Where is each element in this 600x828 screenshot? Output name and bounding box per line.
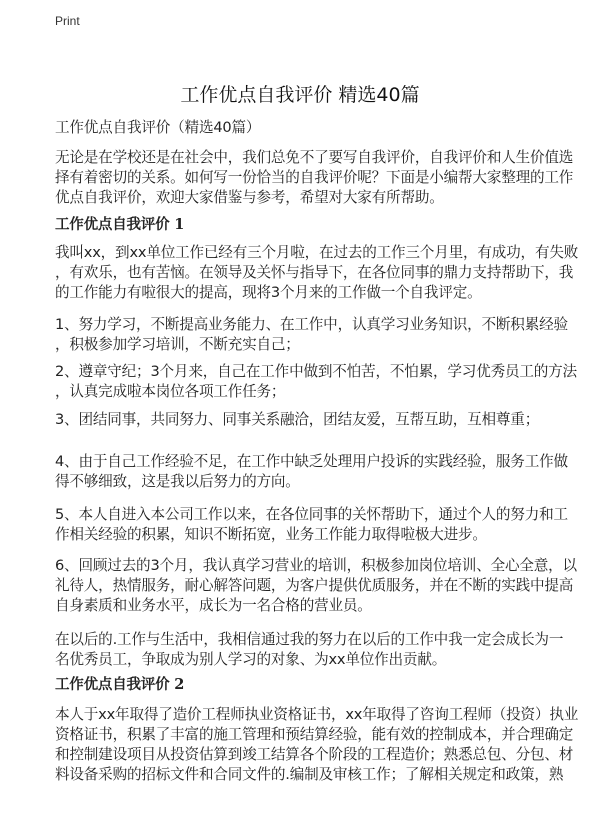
text-line: 4、由于自己工作经验不足，在工作中缺乏处理用户投诉的实践经验，服务工作做 xyxy=(55,453,568,470)
text-line: ，认真完成啦本岗位各项工作任务； xyxy=(55,383,286,400)
text-line: 名优秀员工，争取成为别人学习的对象、为xx单位作出贡献。 xyxy=(55,651,447,668)
paragraph xyxy=(55,705,579,785)
text-line: 2、遵章守纪；3个月来，自己在工作中做到不怕苦，不怕累，学习优秀员工的方法 xyxy=(55,363,577,380)
text-line: 资格证书，积累了丰富的施工管理和预结算经验，能有效的控制成本，并合理确定 xyxy=(55,726,574,743)
heading-text: 工作优点自我评价 1 xyxy=(55,216,185,233)
text-line: 本人于xx年取得了造价工程师执业资格证书，xx年取得了咨询工程师（投资）执业 xyxy=(55,706,579,723)
heading-text: 工作优点自我评价 2 xyxy=(55,676,185,693)
paragraph xyxy=(55,630,564,670)
page-title: 工作优点自我评价 精选40篇 xyxy=(180,84,420,106)
paragraph xyxy=(55,243,579,303)
paragraph xyxy=(55,556,577,616)
text-line: 和控制建设项目从投资估算到竣工结算各个阶段的工程造价；熟悉总包、分包、材 xyxy=(55,746,574,763)
section-2-heading xyxy=(55,675,555,695)
paragraph xyxy=(55,452,568,492)
text-line: 1、努力学习，不断提高业务能力、在工作中，认真学习业务知识，不断积累经验 xyxy=(55,316,568,333)
text-line: 作相关经验的积累，知识不断拓宽，业务工作能力取得啦极大进步。 xyxy=(55,526,487,543)
text-line: 我叫xx，到xx单位工作已经有三个月啦，在过去的工作三个月里，有成功，有失败 xyxy=(55,244,579,261)
text-line: 5、本人自进入本公司工作以来，在各位同事的关怀帮助下，通过个人的努力和工 xyxy=(55,506,568,523)
text-line: 的工作能力有啦很大的提高，现将3个月来的工作做一个自我评定。 xyxy=(55,284,482,301)
text-line: 得不够细致，这是我以后努力的方向。 xyxy=(55,473,300,490)
text-line: 自身素质和业务水平，成长为一名合格的营业员。 xyxy=(55,597,372,614)
text-line: 3、团结同事，共同努力、同事关系融洽，团结友爱，互帮互助，互相尊重； xyxy=(55,411,540,428)
paragraph xyxy=(55,362,577,402)
paragraph xyxy=(55,315,568,355)
print-link[interactable]: Print xyxy=(55,14,80,28)
subtitle-text: 工作优点自我评价（精选40篇） xyxy=(55,119,261,136)
paragraph xyxy=(55,410,555,430)
subtitle xyxy=(55,118,555,138)
text-line: 礼待人，热情服务，耐心解答问题，为客户提供优质服务，并在不断的实践中提高 xyxy=(55,577,574,594)
text-line: 6、回顾过去的3个月，我认真学习营业的培训，积极参加岗位培训、全心全意，以 xyxy=(55,557,577,574)
text-line: ，积极参加学习培训，不断充实自己； xyxy=(55,336,300,353)
paragraph xyxy=(55,505,568,545)
text-line: ，有欢乐，也有苦恼。在领导及关怀与指导下，在各位同事的鼎力支持帮助下，我 xyxy=(55,264,574,281)
section-1-heading xyxy=(55,215,555,235)
text-line: 在以后的.工作与生活中，我相信通过我的努力在以后的工作中我一定会成长为一 xyxy=(55,631,564,648)
text-line: 择有着密切的关系。如何写一份恰当的自我评价呢？下面是小编帮大家整理的工作 xyxy=(55,169,574,186)
text-line: 优点自我评价，欢迎大家借鉴与参考，希望对大家有所帮助。 xyxy=(55,189,444,206)
text-line: 无论是在学校还是在社会中，我们总免不了要写自我评价，自我评价和人生价值选 xyxy=(55,149,574,166)
intro-paragraph xyxy=(55,148,574,208)
text-line: 料设备采购的招标文件和合同文件的.编制及审核工作；了解相关规定和政策，熟 xyxy=(55,766,564,783)
